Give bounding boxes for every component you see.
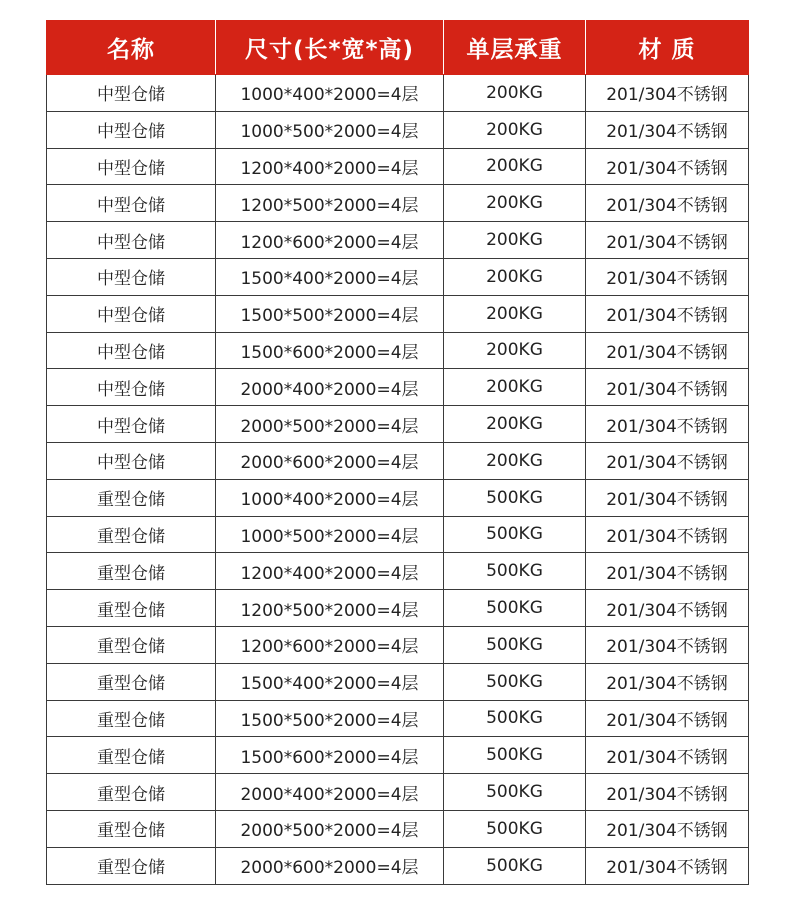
cell-size: 2000*500*2000=4层 <box>216 406 444 443</box>
table-row <box>47 75 749 112</box>
cell-load: 500KG <box>444 663 586 700</box>
table-row <box>47 185 749 222</box>
table-row <box>47 553 749 590</box>
cell-material: 201/304不锈钢 <box>586 810 749 847</box>
header-load: 单层承重 <box>444 21 586 75</box>
spec-table <box>46 20 749 885</box>
cell-size: 1200*600*2000=4层 <box>216 626 444 663</box>
table-row <box>47 258 749 295</box>
cell-name: 中型仓储 <box>47 295 216 332</box>
cell-size: 1500*600*2000=4层 <box>216 737 444 774</box>
cell-load: 500KG <box>444 847 586 884</box>
table-row <box>47 810 749 847</box>
cell-size: 2000*600*2000=4层 <box>216 442 444 479</box>
cell-size: 1200*500*2000=4层 <box>216 590 444 627</box>
cell-material: 201/304不锈钢 <box>586 222 749 259</box>
cell-load: 200KG <box>444 111 586 148</box>
cell-load: 200KG <box>444 369 586 406</box>
cell-load: 500KG <box>444 590 586 627</box>
header-size: 尺寸(长*宽*高) <box>216 21 444 75</box>
cell-name: 重型仓储 <box>47 479 216 516</box>
cell-name: 重型仓储 <box>47 737 216 774</box>
cell-material: 201/304不锈钢 <box>586 295 749 332</box>
cell-material: 201/304不锈钢 <box>586 111 749 148</box>
cell-name: 中型仓储 <box>47 442 216 479</box>
cell-material: 201/304不锈钢 <box>586 663 749 700</box>
cell-material: 201/304不锈钢 <box>586 516 749 553</box>
cell-name: 重型仓储 <box>47 516 216 553</box>
cell-name: 重型仓储 <box>47 553 216 590</box>
cell-load: 500KG <box>444 774 586 811</box>
cell-load: 500KG <box>444 700 586 737</box>
table-row <box>47 516 749 553</box>
cell-load: 500KG <box>444 479 586 516</box>
cell-name: 重型仓储 <box>47 847 216 884</box>
cell-size: 1500*400*2000=4层 <box>216 258 444 295</box>
cell-load: 200KG <box>444 406 586 443</box>
cell-name: 重型仓储 <box>47 590 216 627</box>
cell-size: 1000*500*2000=4层 <box>216 111 444 148</box>
table-row <box>47 369 749 406</box>
cell-size: 1000*400*2000=4层 <box>216 75 444 112</box>
cell-size: 1000*400*2000=4层 <box>216 479 444 516</box>
cell-load: 200KG <box>444 75 586 112</box>
cell-material: 201/304不锈钢 <box>586 75 749 112</box>
cell-load: 500KG <box>444 516 586 553</box>
header-name: 名称 <box>47 21 216 75</box>
cell-name: 中型仓储 <box>47 185 216 222</box>
cell-load: 500KG <box>444 737 586 774</box>
cell-load: 200KG <box>444 222 586 259</box>
cell-size: 1200*400*2000=4层 <box>216 148 444 185</box>
cell-name: 中型仓储 <box>47 111 216 148</box>
cell-material: 201/304不锈钢 <box>586 847 749 884</box>
cell-name: 重型仓储 <box>47 700 216 737</box>
cell-material: 201/304不锈钢 <box>586 479 749 516</box>
cell-material: 201/304不锈钢 <box>586 185 749 222</box>
cell-name: 中型仓储 <box>47 406 216 443</box>
cell-material: 201/304不锈钢 <box>586 332 749 369</box>
cell-size: 2000*600*2000=4层 <box>216 847 444 884</box>
table-row <box>47 406 749 443</box>
cell-material: 201/304不锈钢 <box>586 406 749 443</box>
cell-name: 中型仓储 <box>47 369 216 406</box>
cell-size: 1200*400*2000=4层 <box>216 553 444 590</box>
cell-size: 2000*400*2000=4层 <box>216 774 444 811</box>
cell-load: 200KG <box>444 442 586 479</box>
cell-material: 201/304不锈钢 <box>586 369 749 406</box>
table-row <box>47 332 749 369</box>
cell-name: 重型仓储 <box>47 663 216 700</box>
table-row <box>47 663 749 700</box>
cell-load: 200KG <box>444 185 586 222</box>
cell-name: 重型仓储 <box>47 774 216 811</box>
table-row <box>47 479 749 516</box>
cell-load: 200KG <box>444 258 586 295</box>
cell-size: 1000*500*2000=4层 <box>216 516 444 553</box>
cell-name: 中型仓储 <box>47 148 216 185</box>
cell-name: 中型仓储 <box>47 75 216 112</box>
cell-size: 1500*400*2000=4层 <box>216 663 444 700</box>
cell-material: 201/304不锈钢 <box>586 626 749 663</box>
table-body <box>47 75 749 885</box>
table-row <box>47 111 749 148</box>
cell-name: 中型仓储 <box>47 332 216 369</box>
table-row <box>47 295 749 332</box>
table-row <box>47 442 749 479</box>
table-row <box>47 222 749 259</box>
table-row <box>47 700 749 737</box>
cell-material: 201/304不锈钢 <box>586 590 749 627</box>
cell-material: 201/304不锈钢 <box>586 737 749 774</box>
cell-material: 201/304不锈钢 <box>586 700 749 737</box>
table-row <box>47 774 749 811</box>
cell-material: 201/304不锈钢 <box>586 774 749 811</box>
cell-load: 500KG <box>444 810 586 847</box>
cell-name: 中型仓储 <box>47 222 216 259</box>
cell-size: 1500*500*2000=4层 <box>216 295 444 332</box>
cell-size: 1200*500*2000=4层 <box>216 185 444 222</box>
header-row <box>47 21 749 75</box>
cell-material: 201/304不锈钢 <box>586 258 749 295</box>
cell-material: 201/304不锈钢 <box>586 148 749 185</box>
cell-name: 重型仓储 <box>47 810 216 847</box>
table-row <box>47 590 749 627</box>
table-header <box>47 21 749 75</box>
cell-material: 201/304不锈钢 <box>586 442 749 479</box>
cell-load: 200KG <box>444 148 586 185</box>
cell-load: 200KG <box>444 332 586 369</box>
cell-load: 500KG <box>444 553 586 590</box>
cell-name: 重型仓储 <box>47 626 216 663</box>
cell-size: 1500*600*2000=4层 <box>216 332 444 369</box>
cell-load: 200KG <box>444 295 586 332</box>
table-row <box>47 626 749 663</box>
cell-load: 500KG <box>444 626 586 663</box>
cell-material: 201/304不锈钢 <box>586 553 749 590</box>
cell-size: 2000*500*2000=4层 <box>216 810 444 847</box>
table-row <box>47 847 749 884</box>
cell-name: 中型仓储 <box>47 258 216 295</box>
cell-size: 1200*600*2000=4层 <box>216 222 444 259</box>
header-material: 材 质 <box>586 21 749 75</box>
table-row <box>47 148 749 185</box>
table-row <box>47 737 749 774</box>
cell-size: 1500*500*2000=4层 <box>216 700 444 737</box>
cell-size: 2000*400*2000=4层 <box>216 369 444 406</box>
